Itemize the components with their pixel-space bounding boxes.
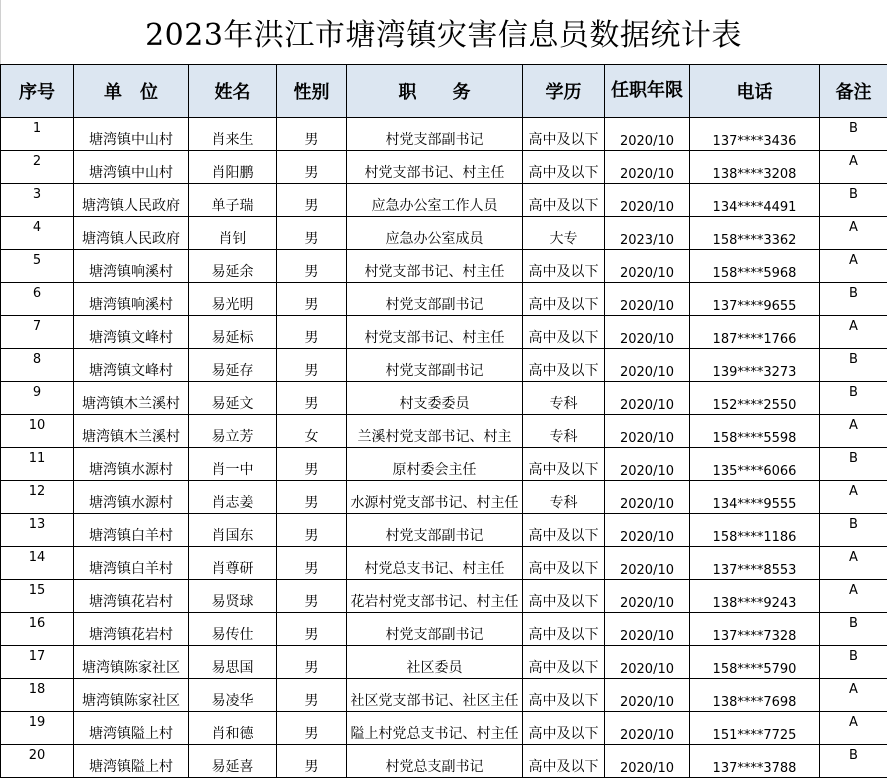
table-row bbox=[1, 184, 887, 217]
cell-note[interactable]: B bbox=[820, 118, 887, 151]
cell-name[interactable]: 肖阳鹏 bbox=[189, 151, 277, 184]
cell-gender[interactable]: 男 bbox=[277, 448, 347, 481]
table-row bbox=[1, 448, 887, 481]
cell-gender[interactable]: 男 bbox=[277, 481, 347, 514]
cell-start-year[interactable]: 2020/10 bbox=[605, 184, 690, 217]
cell-seq[interactable]: 18 bbox=[1, 679, 74, 712]
cell-phone[interactable]: 137****8553 bbox=[690, 547, 820, 580]
cell-seq[interactable]: 14 bbox=[1, 547, 74, 580]
cell-note[interactable]: B bbox=[820, 349, 887, 382]
table-row bbox=[1, 349, 887, 382]
cell-start-year[interactable]: 2020/10 bbox=[605, 118, 690, 151]
cell-education[interactable]: 高中及以下 bbox=[523, 547, 605, 580]
cell-name[interactable]: 易延文 bbox=[189, 382, 277, 415]
cell-position[interactable]: 村党支部副书记 bbox=[347, 118, 523, 151]
cell-education[interactable]: 高中及以下 bbox=[523, 151, 605, 184]
cell-start-year[interactable]: 2020/10 bbox=[605, 646, 690, 679]
table-row bbox=[1, 382, 887, 415]
cell-seq[interactable]: 6 bbox=[1, 283, 74, 316]
cell-gender[interactable]: 男 bbox=[277, 745, 347, 778]
table-row bbox=[1, 283, 887, 316]
cell-phone[interactable]: 158****5790 bbox=[690, 646, 820, 679]
cell-start-year[interactable]: 2020/10 bbox=[605, 712, 690, 745]
cell-unit[interactable]: 塘湾镇响溪村 bbox=[74, 250, 189, 283]
table-row bbox=[1, 316, 887, 349]
cell-gender[interactable]: 男 bbox=[277, 679, 347, 712]
cell-position[interactable]: 花岩村党支部书记、村主任 bbox=[347, 580, 523, 613]
cell-position[interactable]: 原村委会主任 bbox=[347, 448, 523, 481]
cell-note[interactable]: A bbox=[820, 481, 887, 514]
cell-education[interactable]: 高中及以下 bbox=[523, 448, 605, 481]
cell-position[interactable]: 水源村党支部书记、村主任 bbox=[347, 481, 523, 514]
cell-start-year[interactable]: 2020/10 bbox=[605, 151, 690, 184]
cell-unit[interactable]: 塘湾镇人民政府 bbox=[74, 217, 189, 250]
sheet-title: 2023年洪江市塘湾镇灾害信息员数据统计表 bbox=[0, 0, 887, 64]
cell-unit[interactable]: 塘湾镇木兰溪村 bbox=[74, 415, 189, 448]
cell-name[interactable]: 单子瑞 bbox=[189, 184, 277, 217]
cell-education[interactable]: 高中及以下 bbox=[523, 613, 605, 646]
cell-position[interactable]: 村党总支书记、村主任 bbox=[347, 547, 523, 580]
table-row bbox=[1, 646, 887, 679]
header-education[interactable]: 学历 bbox=[523, 65, 605, 118]
header-position[interactable]: 职 务 bbox=[347, 65, 523, 118]
cell-unit[interactable]: 塘湾镇文峰村 bbox=[74, 349, 189, 382]
cell-phone[interactable]: 135****6066 bbox=[690, 448, 820, 481]
cell-phone[interactable]: 158****5598 bbox=[690, 415, 820, 448]
table-row bbox=[1, 580, 887, 613]
cell-unit[interactable]: 塘湾镇白羊村 bbox=[74, 514, 189, 547]
cell-phone[interactable]: 187****1766 bbox=[690, 316, 820, 349]
header-seq[interactable]: 序号 bbox=[1, 65, 74, 118]
cell-phone[interactable]: 134****4491 bbox=[690, 184, 820, 217]
cell-phone[interactable]: 158****1186 bbox=[690, 514, 820, 547]
cell-name[interactable]: 易延存 bbox=[189, 349, 277, 382]
header-row bbox=[1, 65, 887, 118]
cell-gender[interactable]: 男 bbox=[277, 712, 347, 745]
cell-education[interactable]: 高中及以下 bbox=[523, 679, 605, 712]
cell-note[interactable]: A bbox=[820, 712, 887, 745]
cell-name[interactable]: 肖来生 bbox=[189, 118, 277, 151]
cell-seq[interactable]: 4 bbox=[1, 217, 74, 250]
cell-seq[interactable]: 9 bbox=[1, 382, 74, 415]
cell-unit[interactable]: 塘湾镇隘上村 bbox=[74, 712, 189, 745]
cell-name[interactable]: 易延标 bbox=[189, 316, 277, 349]
cell-note[interactable]: B bbox=[820, 613, 887, 646]
table-row bbox=[1, 250, 887, 283]
cell-name[interactable]: 肖钊 bbox=[189, 217, 277, 250]
cell-name[interactable]: 肖尊研 bbox=[189, 547, 277, 580]
cell-note[interactable]: B bbox=[820, 382, 887, 415]
cell-education[interactable]: 高中及以下 bbox=[523, 250, 605, 283]
cell-position[interactable]: 村党支部副书记 bbox=[347, 283, 523, 316]
cell-phone[interactable]: 137****3436 bbox=[690, 118, 820, 151]
cell-start-year[interactable]: 2020/10 bbox=[605, 382, 690, 415]
cell-unit[interactable]: 塘湾镇水源村 bbox=[74, 448, 189, 481]
cell-seq[interactable]: 10 bbox=[1, 415, 74, 448]
cell-unit[interactable]: 塘湾镇陈家社区 bbox=[74, 679, 189, 712]
cell-note[interactable]: B bbox=[820, 514, 887, 547]
cell-unit[interactable]: 塘湾镇花岩村 bbox=[74, 580, 189, 613]
cell-position[interactable]: 村党支部书记、村主任 bbox=[347, 316, 523, 349]
cell-seq[interactable]: 5 bbox=[1, 250, 74, 283]
cell-education[interactable]: 高中及以下 bbox=[523, 745, 605, 778]
cell-unit[interactable]: 塘湾镇白羊村 bbox=[74, 547, 189, 580]
cell-start-year[interactable]: 2020/10 bbox=[605, 250, 690, 283]
table-row bbox=[1, 118, 887, 151]
cell-position[interactable]: 村党支部副书记 bbox=[347, 349, 523, 382]
cell-note[interactable]: A bbox=[820, 151, 887, 184]
cell-start-year[interactable]: 2020/10 bbox=[605, 745, 690, 778]
cell-note[interactable]: B bbox=[820, 283, 887, 316]
cell-phone[interactable]: 138****3208 bbox=[690, 151, 820, 184]
cell-note[interactable]: B bbox=[820, 646, 887, 679]
cell-unit[interactable]: 塘湾镇隘上村 bbox=[74, 745, 189, 778]
cell-education[interactable]: 高中及以下 bbox=[523, 580, 605, 613]
cell-start-year[interactable]: 2020/10 bbox=[605, 580, 690, 613]
cell-phone[interactable]: 151****7725 bbox=[690, 712, 820, 745]
cell-start-year[interactable]: 2023/10 bbox=[605, 217, 690, 250]
cell-seq[interactable]: 15 bbox=[1, 580, 74, 613]
cell-gender[interactable]: 男 bbox=[277, 580, 347, 613]
table-row bbox=[1, 712, 887, 745]
data-table bbox=[0, 64, 887, 778]
cell-note[interactable]: A bbox=[820, 250, 887, 283]
cell-education[interactable]: 高中及以下 bbox=[523, 349, 605, 382]
cell-seq[interactable]: 20 bbox=[1, 745, 74, 778]
cell-name[interactable]: 易传仕 bbox=[189, 613, 277, 646]
cell-education[interactable]: 专科 bbox=[523, 415, 605, 448]
cell-gender[interactable]: 女 bbox=[277, 415, 347, 448]
cell-name[interactable]: 易光明 bbox=[189, 283, 277, 316]
cell-name[interactable]: 肖和德 bbox=[189, 712, 277, 745]
cell-education[interactable]: 专科 bbox=[523, 481, 605, 514]
cell-name[interactable]: 易思国 bbox=[189, 646, 277, 679]
table-row bbox=[1, 547, 887, 580]
cell-position[interactable]: 隘上村党总支书记、村主任 bbox=[347, 712, 523, 745]
cell-note[interactable]: B bbox=[820, 745, 887, 778]
table-row bbox=[1, 679, 887, 712]
header-note[interactable]: 备注 bbox=[820, 65, 887, 118]
cell-seq[interactable]: 16 bbox=[1, 613, 74, 646]
cell-note[interactable]: A bbox=[820, 580, 887, 613]
cell-phone[interactable]: 137****9655 bbox=[690, 283, 820, 316]
table-row bbox=[1, 613, 887, 646]
cell-position[interactable]: 村党支部书记、村主任 bbox=[347, 151, 523, 184]
cell-note[interactable]: A bbox=[820, 547, 887, 580]
cell-unit[interactable]: 塘湾镇中山村 bbox=[74, 118, 189, 151]
cell-position[interactable]: 社区党支部书记、社区主任 bbox=[347, 679, 523, 712]
cell-gender[interactable]: 男 bbox=[277, 118, 347, 151]
cell-position[interactable]: 兰溪村党支部书记、村主 bbox=[347, 415, 523, 448]
cell-note[interactable]: B bbox=[820, 184, 887, 217]
cell-education[interactable]: 高中及以下 bbox=[523, 646, 605, 679]
table-row bbox=[1, 151, 887, 184]
cell-seq[interactable]: 3 bbox=[1, 184, 74, 217]
cell-position[interactable]: 村支委委员 bbox=[347, 382, 523, 415]
cell-note[interactable]: A bbox=[820, 316, 887, 349]
cell-phone[interactable]: 158****5968 bbox=[690, 250, 820, 283]
cell-phone[interactable]: 134****9555 bbox=[690, 481, 820, 514]
table-row bbox=[1, 415, 887, 448]
cell-unit[interactable]: 塘湾镇人民政府 bbox=[74, 184, 189, 217]
cell-phone[interactable]: 137****3788 bbox=[690, 745, 820, 778]
cell-start-year[interactable]: 2020/10 bbox=[605, 349, 690, 382]
header-phone[interactable]: 电话 bbox=[690, 65, 820, 118]
cell-unit[interactable]: 塘湾镇文峰村 bbox=[74, 316, 189, 349]
table-row bbox=[1, 481, 887, 514]
cell-note[interactable]: A bbox=[820, 217, 887, 250]
header-unit[interactable]: 单 位 bbox=[74, 65, 189, 118]
cell-gender[interactable]: 男 bbox=[277, 184, 347, 217]
cell-name[interactable]: 易延余 bbox=[189, 250, 277, 283]
cell-seq[interactable]: 12 bbox=[1, 481, 74, 514]
cell-phone[interactable]: 139****3273 bbox=[690, 349, 820, 382]
cell-gender[interactable]: 男 bbox=[277, 382, 347, 415]
header-name[interactable]: 姓名 bbox=[189, 65, 277, 118]
cell-note[interactable]: B bbox=[820, 448, 887, 481]
cell-position[interactable]: 社区委员 bbox=[347, 646, 523, 679]
cell-gender[interactable]: 男 bbox=[277, 283, 347, 316]
cell-unit[interactable]: 塘湾镇木兰溪村 bbox=[74, 382, 189, 415]
cell-phone[interactable]: 137****7328 bbox=[690, 613, 820, 646]
cell-phone[interactable]: 138****7698 bbox=[690, 679, 820, 712]
cell-position[interactable]: 村党总支副书记 bbox=[347, 745, 523, 778]
cell-position[interactable]: 应急办公室成员 bbox=[347, 217, 523, 250]
cell-education[interactable]: 大专 bbox=[523, 217, 605, 250]
cell-phone[interactable]: 138****9243 bbox=[690, 580, 820, 613]
cell-phone[interactable]: 158****3362 bbox=[690, 217, 820, 250]
cell-position[interactable]: 村党支部副书记 bbox=[347, 514, 523, 547]
cell-start-year[interactable]: 2020/10 bbox=[605, 613, 690, 646]
cell-gender[interactable]: 男 bbox=[277, 547, 347, 580]
header-gender[interactable]: 性别 bbox=[277, 65, 347, 118]
cell-unit[interactable]: 塘湾镇花岩村 bbox=[74, 613, 189, 646]
cell-unit[interactable]: 塘湾镇响溪村 bbox=[74, 283, 189, 316]
cell-start-year[interactable]: 2020/10 bbox=[605, 448, 690, 481]
cell-name[interactable]: 易延喜 bbox=[189, 745, 277, 778]
cell-gender[interactable]: 男 bbox=[277, 613, 347, 646]
cell-name[interactable]: 肖一中 bbox=[189, 448, 277, 481]
cell-seq[interactable]: 1 bbox=[1, 118, 74, 151]
cell-seq[interactable]: 13 bbox=[1, 514, 74, 547]
cell-start-year[interactable]: 2020/10 bbox=[605, 481, 690, 514]
cell-seq[interactable]: 11 bbox=[1, 448, 74, 481]
cell-education[interactable]: 高中及以下 bbox=[523, 712, 605, 745]
cell-position[interactable]: 村党支部副书记 bbox=[347, 613, 523, 646]
cell-education[interactable]: 高中及以下 bbox=[523, 514, 605, 547]
cell-education[interactable]: 高中及以下 bbox=[523, 118, 605, 151]
table-row bbox=[1, 745, 887, 778]
header-start-year[interactable]: 任职年限 bbox=[605, 65, 690, 118]
cell-gender[interactable]: 男 bbox=[277, 646, 347, 679]
cell-seq[interactable]: 17 bbox=[1, 646, 74, 679]
cell-start-year[interactable]: 2020/10 bbox=[605, 283, 690, 316]
cell-start-year[interactable]: 2020/10 bbox=[605, 547, 690, 580]
cell-seq[interactable]: 19 bbox=[1, 712, 74, 745]
cell-start-year[interactable]: 2020/10 bbox=[605, 316, 690, 349]
cell-seq[interactable]: 2 bbox=[1, 151, 74, 184]
cell-unit[interactable]: 塘湾镇水源村 bbox=[74, 481, 189, 514]
table-row bbox=[1, 217, 887, 250]
cell-position[interactable]: 村党支部书记、村主任 bbox=[347, 250, 523, 283]
cell-start-year[interactable]: 2020/10 bbox=[605, 679, 690, 712]
cell-education[interactable]: 高中及以下 bbox=[523, 283, 605, 316]
cell-seq[interactable]: 8 bbox=[1, 349, 74, 382]
cell-gender[interactable]: 男 bbox=[277, 250, 347, 283]
cell-name[interactable]: 肖志姜 bbox=[189, 481, 277, 514]
cell-gender[interactable]: 男 bbox=[277, 151, 347, 184]
cell-education[interactable]: 高中及以下 bbox=[523, 184, 605, 217]
table-row bbox=[1, 514, 887, 547]
cell-unit[interactable]: 塘湾镇中山村 bbox=[74, 151, 189, 184]
cell-education[interactable]: 专科 bbox=[523, 382, 605, 415]
cell-gender[interactable]: 男 bbox=[277, 217, 347, 250]
cell-name[interactable]: 易立芳 bbox=[189, 415, 277, 448]
cell-unit[interactable]: 塘湾镇陈家社区 bbox=[74, 646, 189, 679]
cell-name[interactable]: 肖国东 bbox=[189, 514, 277, 547]
cell-education[interactable]: 高中及以下 bbox=[523, 316, 605, 349]
cell-name[interactable]: 易凌华 bbox=[189, 679, 277, 712]
cell-gender[interactable]: 男 bbox=[277, 514, 347, 547]
cell-gender[interactable]: 男 bbox=[277, 349, 347, 382]
cell-note[interactable]: A bbox=[820, 679, 887, 712]
cell-phone[interactable]: 152****2550 bbox=[690, 382, 820, 415]
cell-gender[interactable]: 男 bbox=[277, 316, 347, 349]
cell-start-year[interactable]: 2020/10 bbox=[605, 514, 690, 547]
cell-seq[interactable]: 7 bbox=[1, 316, 74, 349]
cell-name[interactable]: 易贤球 bbox=[189, 580, 277, 613]
cell-note[interactable]: A bbox=[820, 415, 887, 448]
cell-position[interactable]: 应急办公室工作人员 bbox=[347, 184, 523, 217]
cell-start-year[interactable]: 2020/10 bbox=[605, 415, 690, 448]
